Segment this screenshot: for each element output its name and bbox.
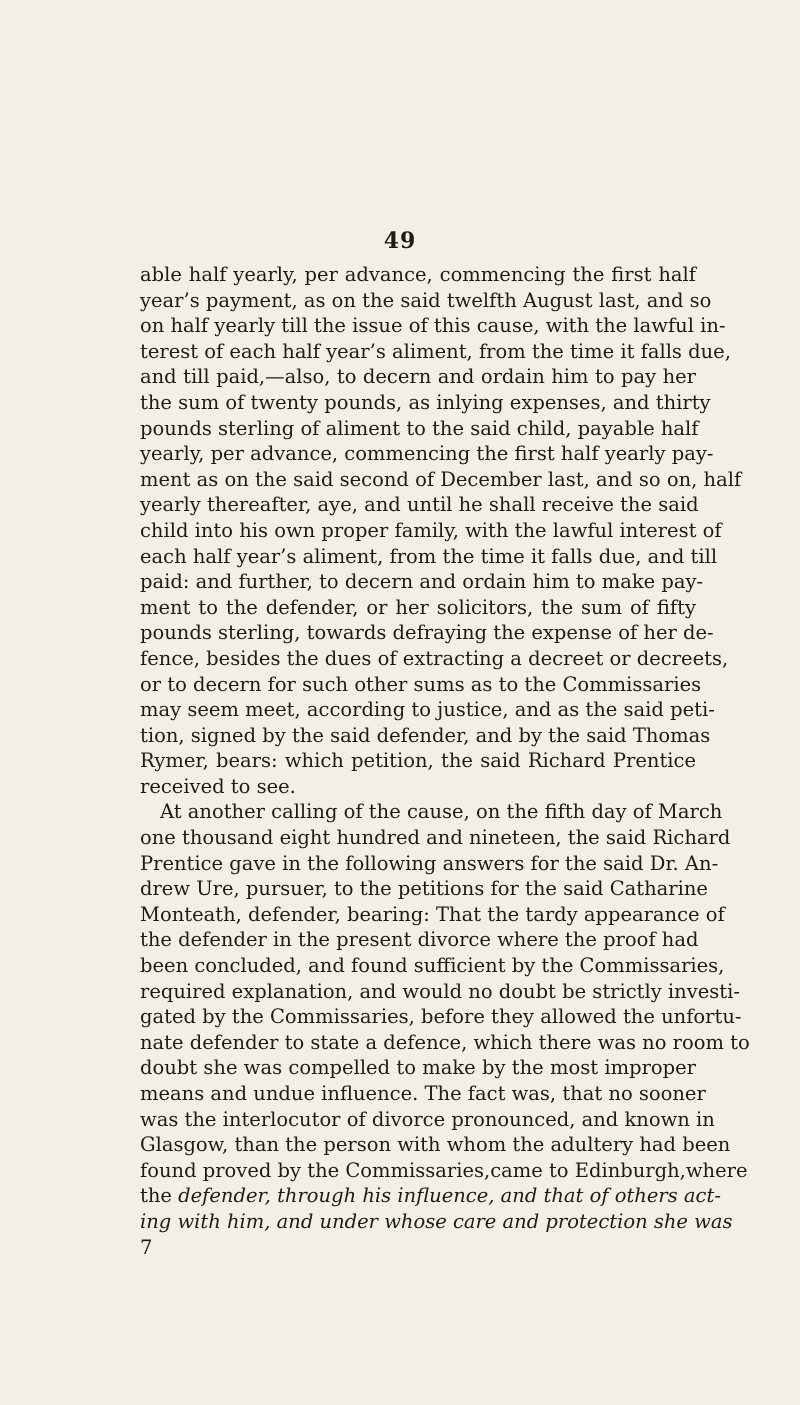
- text-line: the sum of twenty pounds, as inlying expenses, and thirty: [140, 390, 711, 414]
- page-number: 49: [383, 228, 417, 254]
- text-line: pounds sterling, towards defraying the expense of her de-: [140, 621, 714, 645]
- text-line: one thousand eight hundred and nineteen, the said Richard: [140, 826, 731, 850]
- text-line: required explanation, and would no doubt be strictly investi-: [140, 979, 740, 1003]
- text-line: Rymer, bears: which petition, the said Richard Prentice: [140, 749, 696, 773]
- text-line: terest of each half year’s aliment, from the time it falls due,: [140, 339, 731, 363]
- text-line: able half yearly, per advance, commencing the first half: [140, 263, 696, 286]
- body-text: [140, 262, 750, 1260]
- text-line: Glasgow, than the person with whom the adultery had been: [140, 1133, 731, 1157]
- text-line: child into his own proper family, with the lawful interest of: [140, 518, 722, 542]
- text-line: ment to the defender, or her solicitors, the sum of fifty: [140, 595, 696, 619]
- text-line: doubt she was compelled to make by the most improper: [140, 1056, 696, 1080]
- text-line: tion, signed by the said defender, and by the said Thomas: [140, 723, 711, 747]
- text-line: At another calling of the cause, on the fifth day of March: [160, 800, 723, 824]
- text-line: pounds sterling of aliment to the said child, payable half: [140, 416, 699, 440]
- text-line: Monteath, defender, bearing: That the tardy appearance of: [140, 902, 725, 926]
- text-line: found proved by the Commissaries,came to Edinburgh,where: [140, 1158, 748, 1182]
- text-line: each half year’s aliment, from the time it falls due, and till: [140, 544, 718, 568]
- text-line: and till paid,—also, to decern and ordain him to pay her: [140, 365, 696, 389]
- roman-segment: the: [140, 1184, 179, 1208]
- text-line: nate defender to state a defence, which there was no room to: [140, 1030, 750, 1054]
- text-line: the defender in the present divorce where the proof had: [140, 928, 699, 952]
- text-line: ment as on the said second of December last, and so on, half: [140, 467, 742, 491]
- text-line: year’s payment, as on the said twelfth August last, and so: [140, 288, 712, 312]
- text-line: paid: and further, to decern and ordain him to make pay-: [140, 570, 704, 594]
- text-line: means and undue influence. The fact was, that no sooner: [140, 1082, 706, 1105]
- text-line-italic: ing with him, and under whose care and protection she was: [140, 1209, 733, 1233]
- text-line-mixed-italic: [140, 1183, 721, 1209]
- text-line: or to decern for such other sums as to the Commissaries: [140, 672, 702, 696]
- text-line: fence, besides the dues of extracting a decreet or decreets,: [140, 646, 729, 670]
- text-line: yearly, per advance, commencing the first half yearly pay-: [140, 442, 714, 466]
- text-line: was the interlocutor of divorce pronounced, and known in: [140, 1107, 715, 1131]
- text-line: received to see.: [140, 774, 296, 798]
- italic-segment: defender, through his influence, and that of others act-: [178, 1184, 721, 1208]
- text-line: Prentice gave in the following answers for the said Dr. An-: [140, 851, 719, 875]
- text-line: drew Ure, pursuer, to the petitions for the said Catharine: [140, 877, 708, 901]
- text-line: on half yearly till the issue of this cause, with the lawful in-: [140, 314, 726, 338]
- signature-mark: 7: [140, 1235, 153, 1259]
- text-line: may seem meet, according to justice, and as the said peti-: [140, 698, 715, 722]
- text-line: been concluded, and found sufficient by the Commissaries,: [140, 954, 725, 978]
- text-line: gated by the Commissaries, before they allowed the unfortu-: [140, 1005, 742, 1029]
- text-line: yearly thereafter, aye, and until he shall receive the said: [140, 493, 699, 517]
